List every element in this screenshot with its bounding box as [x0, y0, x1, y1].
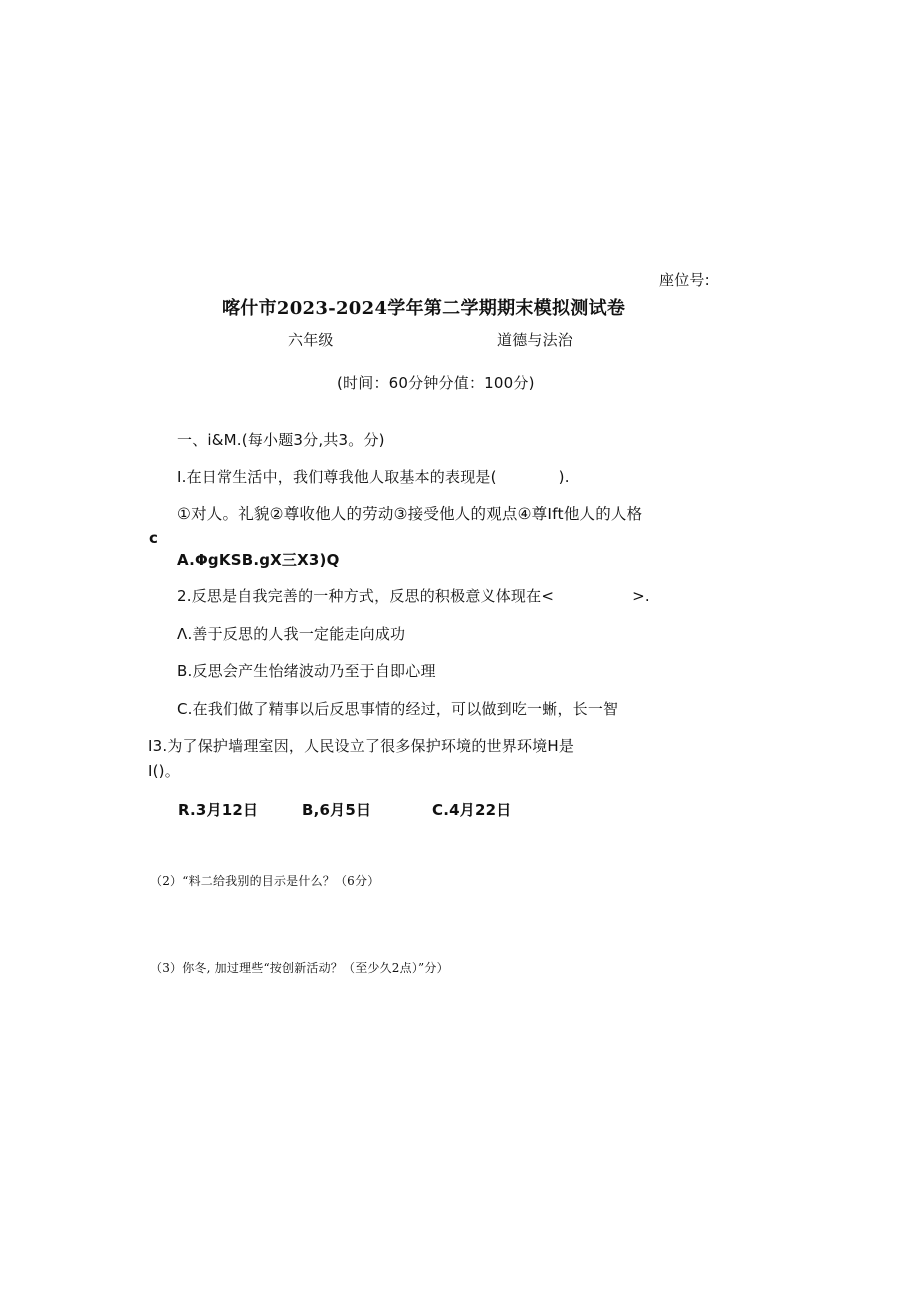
- question-3-stem-line-1: I3.为了保护墙理室因，人民设立了很多保护环境的世界环境H是: [148, 737, 575, 755]
- question-2-stem-start: 2.反思是自我完善的一种方式，反思的积极意义体现在<: [177, 587, 555, 605]
- time-score-info: (时间：60分钟分值：100分): [337, 374, 535, 392]
- question-3-option-c: C.4月22日: [432, 801, 512, 819]
- subquestion-2: （2）“料二给我别的目示是什么？（6分）: [150, 874, 380, 888]
- question-1-statements: ①对人。礼貌②尊收他人的劳动③接受他人的观点④尊Ift他人的人格: [177, 505, 643, 523]
- question-2-option-a: Λ.善于反思的人我一定能走向成功: [177, 625, 406, 643]
- subject-label: 道德与法治: [497, 331, 574, 349]
- question-3-option-a: R.3月12日: [178, 801, 259, 819]
- question-2-option-b: B.反思会产生怡绪波动乃至于自即心理: [177, 662, 436, 680]
- section-heading: 一、i&M.(每小题3分,共3。分): [177, 431, 385, 449]
- grade-label: 六年级: [288, 331, 334, 349]
- question-1-stem-start: I.在日常生活中，我们尊我他人取基本的表现是(: [177, 468, 497, 486]
- question-2-option-c: C.在我们做了精事以后反思事情的经过，可以做到吃一蜥，长一智: [177, 700, 619, 718]
- question-1-stem: [177, 467, 570, 487]
- margin-mark: c: [149, 529, 159, 547]
- question-2-stem-end: >.: [632, 587, 650, 605]
- question-3-stem-line-2: I()。: [148, 762, 180, 780]
- subquestion-3: （3）你冬, 加过理些“按创新活动？（至少久2点）”分）: [150, 961, 449, 975]
- question-3-options: [178, 800, 511, 820]
- exam-title: 喀什市2023-2024学年第二学期期末模拟测试卷: [222, 298, 626, 319]
- question-3-option-b: B,6月5日: [302, 801, 372, 819]
- question-1-choices: A.ΦgKSB.gX三X3)Q: [177, 551, 340, 569]
- seat-number-label: 座位号:: [659, 271, 710, 289]
- question-1-stem-end: ).: [558, 468, 570, 486]
- question-2-stem: [177, 586, 650, 606]
